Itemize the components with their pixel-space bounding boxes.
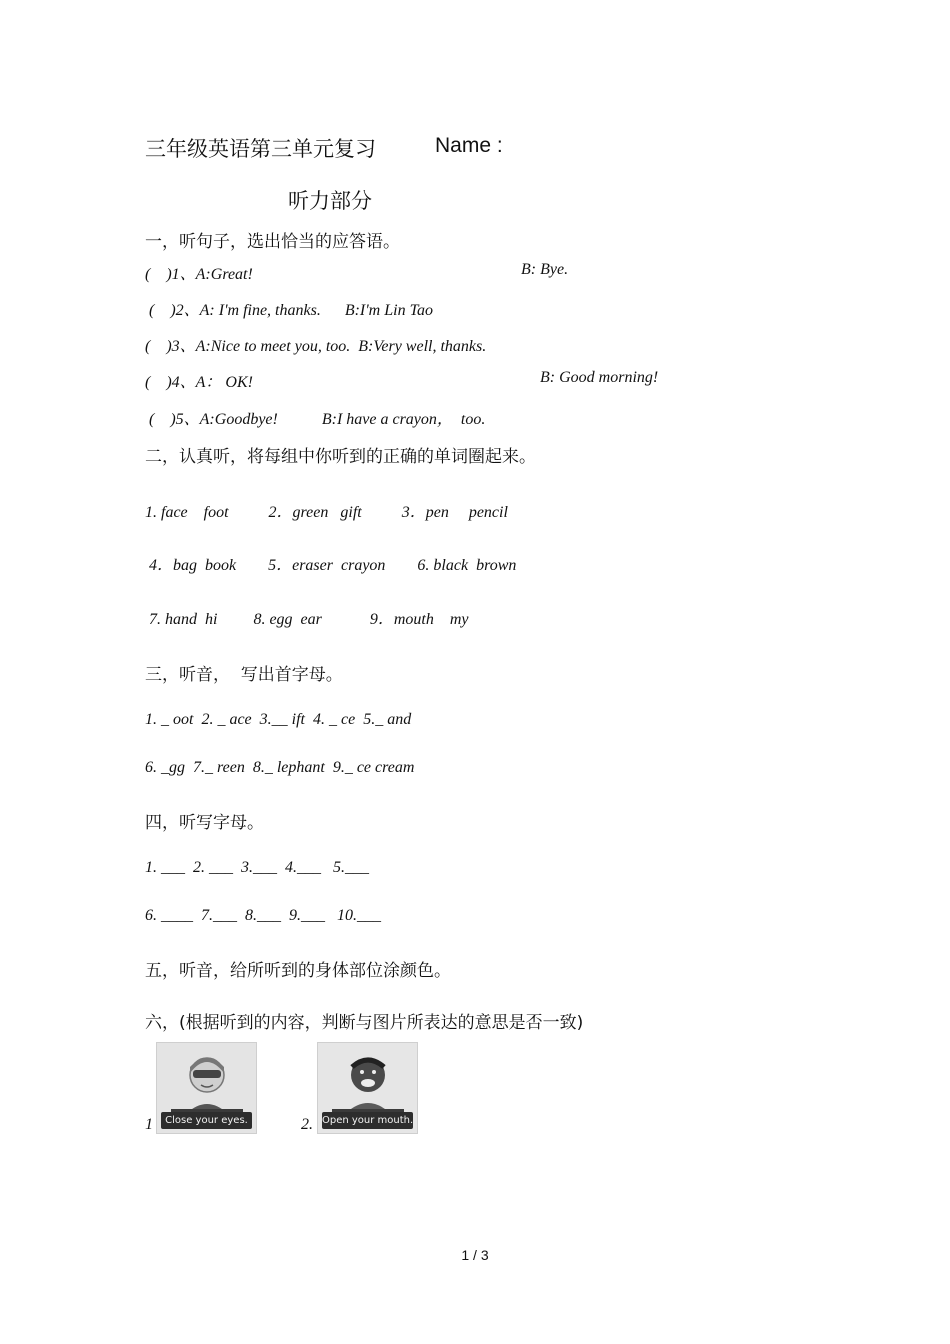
word-row-2: 4．bag book 5．eraser crayon 6. black brown	[145, 557, 517, 574]
picture-open-mouth	[317, 1042, 418, 1134]
name-label: Name :	[435, 134, 503, 157]
q1-left: ( )1、A:Great!	[145, 266, 253, 283]
section-subtitle: 听力部分	[288, 189, 372, 213]
letter-row-2: 6. _gg 7._ reen 8._ lephant 9._ ce cream	[145, 759, 415, 776]
section6-heading: 六，(根据听到的内容，判断与图片所表达的意思是否一致)	[145, 1013, 584, 1033]
dictation-row-2: 6. ____ 7.___ 8.___ 9.___ 10.___	[145, 907, 381, 924]
picture-2-number: 2.	[301, 1116, 313, 1133]
picture-1-number: 1	[145, 1116, 153, 1133]
q5-line: ( )5、A:Goodbye! B:I have a crayon， too.	[145, 411, 486, 428]
section4-heading: 四，听写字母。	[145, 813, 264, 833]
dictation-row-1: 1. ___ 2. ___ 3.___ 4.___ 5.___	[145, 859, 369, 876]
q2-line: ( )2、A: I'm fine, thanks. B:I'm Lin Tao	[145, 302, 434, 319]
picture-close-eyes	[156, 1042, 257, 1134]
q4-right: B: Good morning!	[540, 369, 659, 386]
q3-line: ( )3、A:Nice to meet you, too. B:Very well, thanks.	[145, 338, 487, 355]
q4-left: ( )4、A： OK!	[145, 374, 253, 391]
q1-right: B: Bye.	[521, 261, 569, 278]
section1-heading: 一，听句子，选出恰当的应答语。	[145, 232, 400, 252]
picture-1-caption: Close your eyes.	[161, 1112, 252, 1129]
picture-2-caption: Open your mouth.	[322, 1112, 413, 1129]
section2-heading: 二，认真听，将每组中你听到的正确的单词圈起来。	[145, 447, 536, 467]
word-row-1: 1. face foot 2．green gift 3．pen pencil	[145, 504, 508, 521]
page-number: 1 / 3	[461, 1247, 489, 1263]
section5-heading: 五，听音，给所听到的身体部位涂颜色。	[145, 961, 451, 981]
word-row-3: 7. hand hi 8. egg ear 9．mouth my	[145, 611, 469, 628]
worksheet-title: 三年级英语第三单元复习	[145, 137, 376, 161]
letter-row-1: 1. _ oot 2. _ ace 3.__ ift 4. _ ce 5._ and	[145, 711, 412, 728]
section3-heading: 三，听音， 写出首字母。	[145, 665, 343, 685]
